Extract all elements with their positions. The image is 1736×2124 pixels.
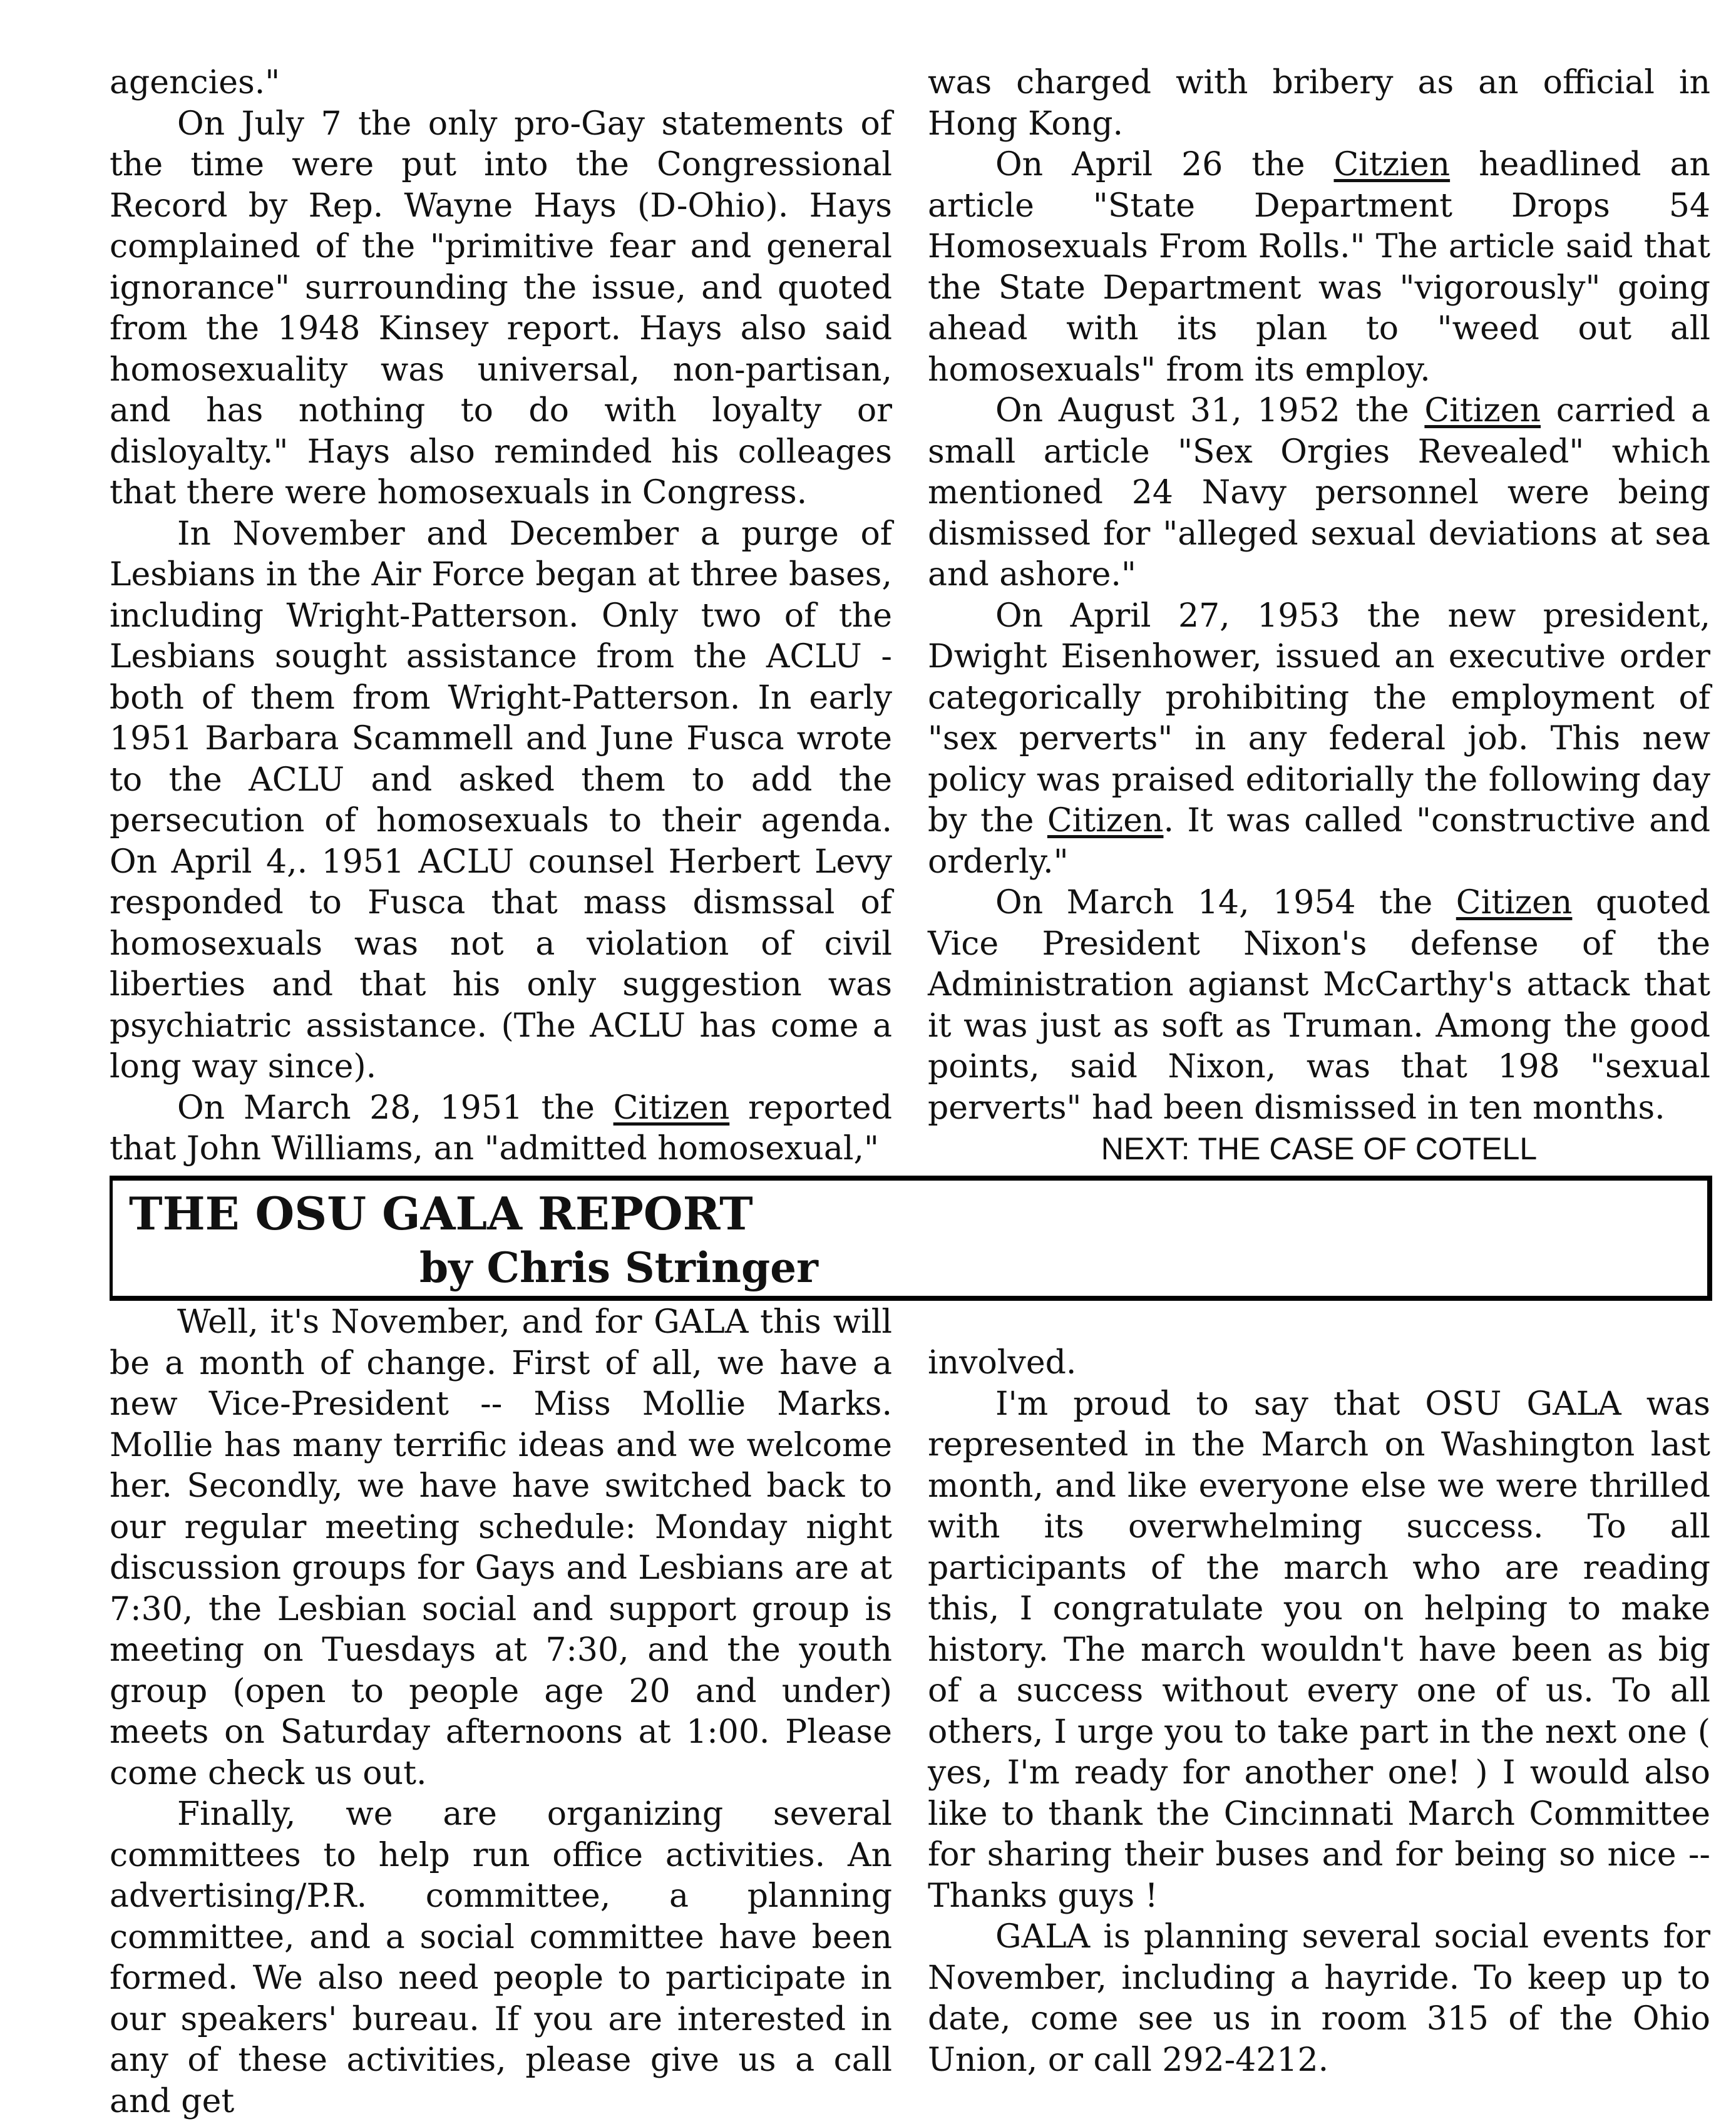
paragraph <box>110 1088 892 1170</box>
paragraph: Well, it's November, and for GALA this will be a month of change. First of all, we have a new Vice-President -- Miss Mollie Marks. Mollie has many terrific ideas and we welcome her. Secondly, we have have switched back to our regular meeting schedule: Monday night discussion groups for Gays and Lesbians are at 7:30, the Lesbian social and support group is meeting on Tuesdays at 7:30, and the youth group (open to people age 20 and under) meets on Saturday afternoons at 1:00. Please come check us out. <box>110 1303 892 1792</box>
text-run: On March 14, 1954 the <box>995 884 1433 921</box>
paragraph <box>928 145 1710 391</box>
text-run: headlined an article "State Department Drops 54 Homosexuals From Rolls." The article said that the State Department was "vigorously" going ahead with its plan to "weed out all homosexuals" from its employ. <box>928 146 1711 389</box>
paragraph: was charged with bribery as an official in Hong Kong. <box>928 64 1710 143</box>
paragraph: In November and December a purge of Lesbians in the Air Force began at three bases, including Wright-Patterson. Only two of the Lesbians sought assistance from the ACLU - both of them from Wright-Patterson. In early 1951 Barbara Scammell and June Fusca wrote to the ACLU and asked them to add the persecution of homosexuals to their agenda. On April 4,. 1951 ACLU counsel Herbert Levy responded to Fusca that mass dismssal of homosexuals was not a violation of civil liberties and that his only suggestion was psychiatric assistance. (The ACLU has come a long way since). <box>110 515 892 1085</box>
paragraph <box>928 391 1710 596</box>
text-run: On August 31, 1952 the <box>995 392 1409 429</box>
paragraph: GALA is planning several social events for November, including a hayride. To keep up to date, come see us in room 315 of the Ohio Union, or call 292-4212. <box>928 1918 1710 2079</box>
paragraph <box>928 596 1710 883</box>
newspaper-name: Citizen <box>1456 884 1573 921</box>
paragraph: involved. <box>928 1344 1077 1382</box>
paragraph: agencies." <box>110 64 280 101</box>
text-run: On March 28, 1951 the <box>177 1089 595 1127</box>
text-run: On April 27, 1953 the new president, Dwight Eisenhower, issued an executive order categorically prohibiting the employment of "sex perverts" in any federal job. This new policy was praised editorially the following day by the <box>928 597 1710 839</box>
byline: by Chris Stringer <box>419 1243 818 1292</box>
text-run: carried a small article "Sex Orgies Revealed" which mentioned 24 Navy personnel were being dismissed for "alleged sexual deviations at sea and ashore." <box>928 392 1710 593</box>
paragraph: On July 7 the only pro-Gay statements of the time were put into the Congressional Record by Rep. Wayne Hays (D-Ohio). Hays complained of the "primitive fear and general ignorance" surrounding the issue, and quoted from the 1948 Kinsey report. Hays also said homosexuality was universal, non-partisan, and has nothing to do with loyalty or disloyalty." Hays also reminded his colleages that there were homosexuals in Congress. <box>110 105 892 511</box>
text-run: reported that John Williams, an "admitted homosexual," <box>110 1089 892 1167</box>
article-column-top-right <box>928 63 1710 1170</box>
article-column-top-left <box>110 63 892 1170</box>
article-column-bottom-right <box>928 1343 1710 2081</box>
text-run: On April 26 the <box>995 146 1305 183</box>
next-installment-note: NEXT: THE CASE OF COTELL <box>1101 1131 1538 1166</box>
text-run: quoted Vice President Nixon's defense of the Administration agianst McCarthy's attack that it was just as soft as Truman. Among the good points, said Nixon, was that 198 "sexual perverts" had been dismissed in ten months. <box>928 884 1711 1127</box>
paragraph <box>928 883 1710 1129</box>
newspaper-name: Citzien <box>1333 146 1451 183</box>
newspaper-name: Citizen <box>613 1089 730 1127</box>
paragraph: I'm proud to say that OSU GALA was represented in the March on Washington last month, and like everyone else we were thrilled with its overwhelming success. To all participants of the march who are reading this, I congratulate you on helping to make history. The march wouldn't have been as big of a success without every one of us. To all others, I urge you to take part in the next one ( yes, I'm ready for another one! ) I would also like to thank the Cincinnati March Committee for sharing their buses and for being so nice -- Thanks guys ! <box>928 1385 1710 1915</box>
section-title: THE OSU GALA REPORT <box>129 1187 753 1240</box>
newspaper-name: Citizen <box>1047 802 1164 839</box>
section-headline-box <box>110 1176 1712 1301</box>
newspaper-name: Citizen <box>1424 392 1541 429</box>
paragraph: Finally, we are organizing several committees to help run office activities. An advertising/P.R. committee, a planning committee, and a social committee have been formed. We also need people to participate in our speakers' bureau. If you are interested in any of these activities, please give us a call and get <box>110 1795 892 2120</box>
text-run: . It was called "constructive and orderly." <box>928 802 1710 881</box>
article-column-bottom-left <box>110 1302 892 2122</box>
